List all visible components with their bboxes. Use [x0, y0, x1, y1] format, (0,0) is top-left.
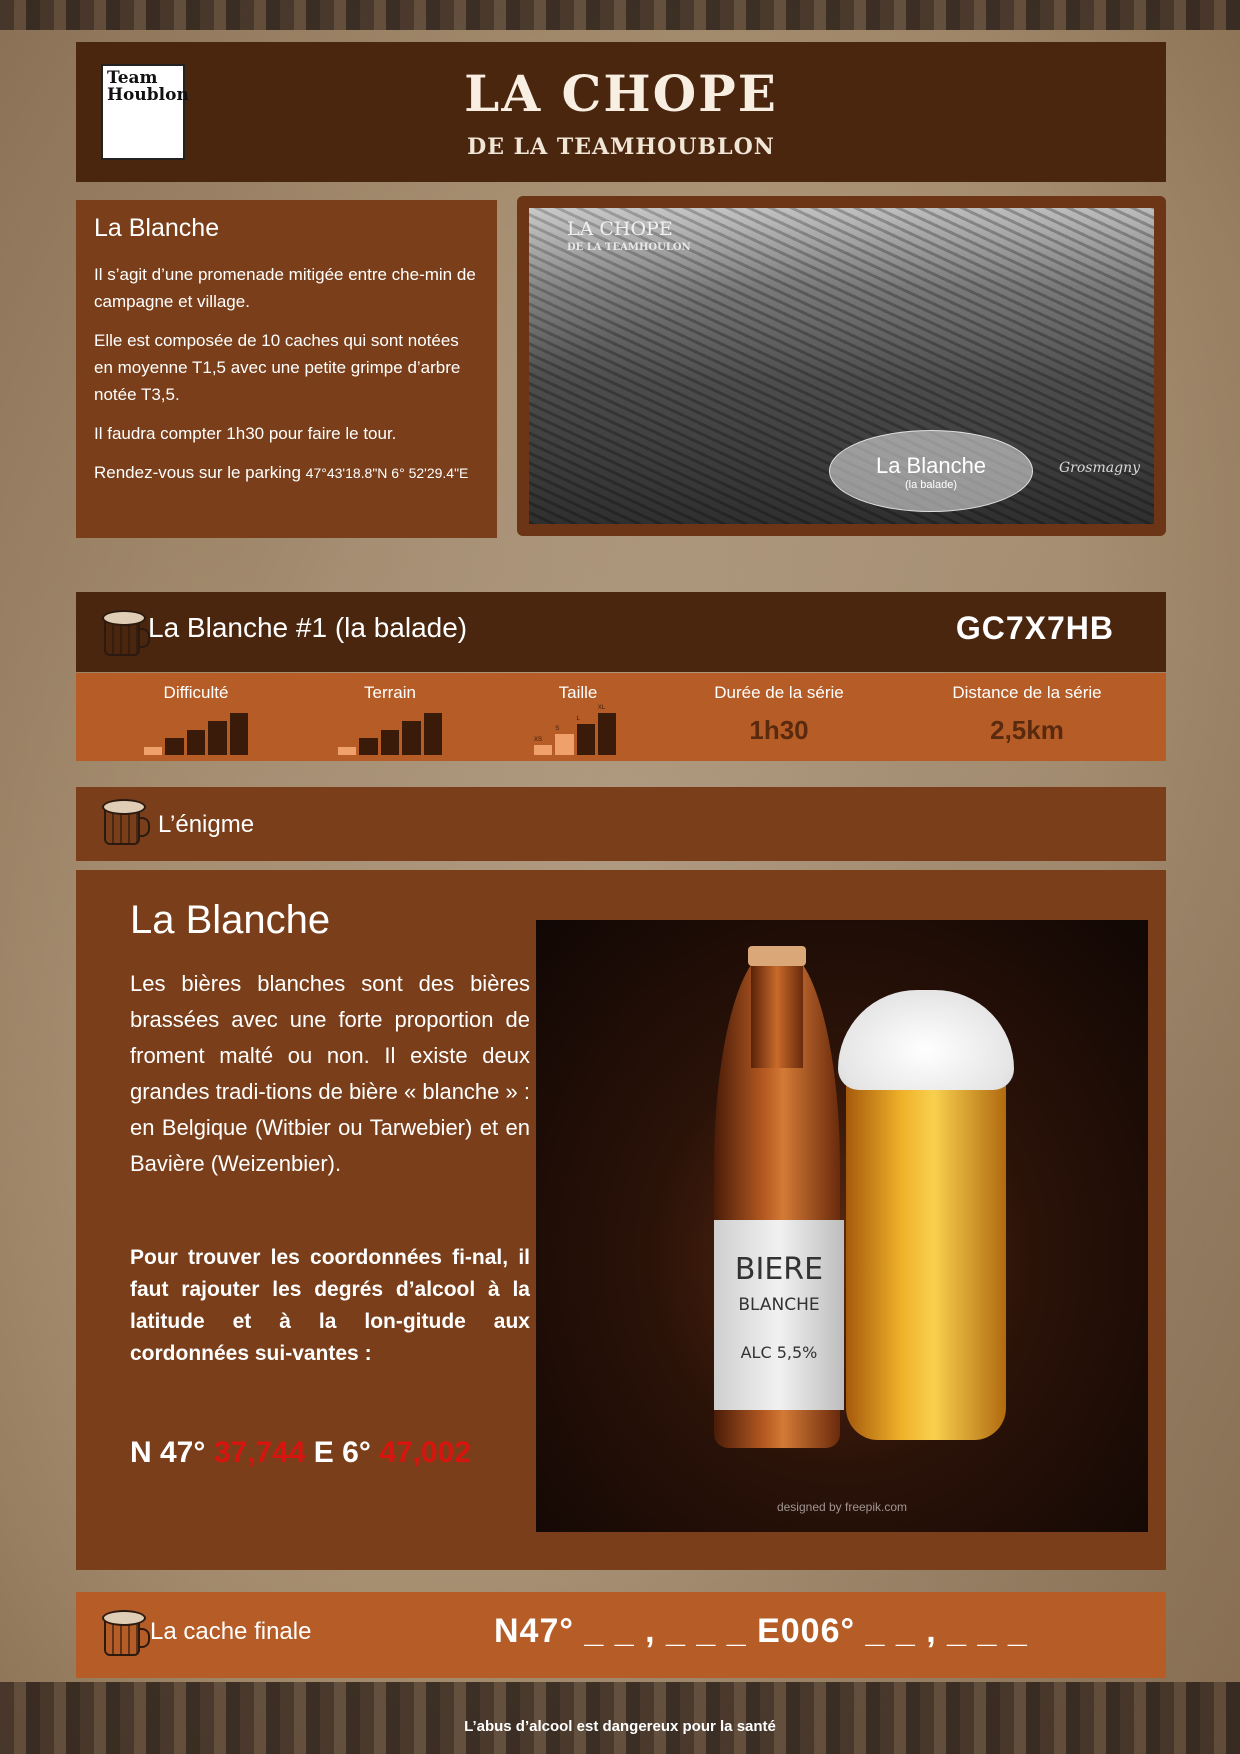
oval-title: La Blanche [875, 453, 987, 478]
rating-step [402, 721, 420, 755]
landscape-photo-frame [517, 196, 1166, 536]
enigma-label: L’énigme [158, 811, 255, 838]
duration-label: Durée de la série [714, 683, 844, 702]
rating-step [424, 713, 442, 755]
rating-step [187, 730, 205, 755]
enigma-coordinates [130, 1436, 471, 1470]
rating-step [165, 738, 183, 755]
rating-step [598, 713, 616, 755]
rating-step [381, 730, 399, 755]
intro-paragraph-4 [94, 459, 479, 487]
intro-paragraph-2: Elle est composée de 10 caches qui sont notées en moyenne T1,5 avec une petite grimpe d’arbre notée T3,5. [94, 331, 461, 404]
meeting-point-coords: 47°43'18.8"N 6° 52'29.4"E [305, 465, 469, 481]
stats-bar [76, 673, 1166, 761]
page-subtitle: DE LA TEAMHOUBLON [467, 134, 775, 160]
beer-foam [838, 990, 1014, 1090]
photo-title: LA CHOPE [567, 218, 673, 240]
beer-mug-icon [104, 805, 140, 845]
lon-value: 47,002 [379, 1436, 471, 1469]
health-warning: L’abus d’alcool est dangereux pour la santé [464, 1718, 776, 1735]
beer-mug-icon [104, 1616, 140, 1656]
oval-subtitle: (la balade) [905, 479, 957, 491]
enigma-instructions: Pour trouver les coordonnées fi-nal, il faut rajouter les degrés d’alcool à la latitude et à la lon-gitude aux cordonnées sui-vantes : [130, 1246, 530, 1365]
bottle-label-line-2: BLANCHE [738, 1295, 820, 1315]
duration-value: 1h30 [749, 715, 809, 745]
photo-place-name: Grosmagny [1059, 460, 1140, 476]
intro-title: La Blanche [94, 214, 220, 242]
terrain-label: Terrain [364, 683, 416, 702]
beer-mug-icon [104, 616, 140, 656]
cache-title-bar [76, 592, 1166, 672]
cache-code: GC7X7HB [955, 610, 1114, 646]
beer-photo [536, 920, 1148, 1532]
size-letter: XS [534, 736, 543, 743]
size-letter: L [576, 715, 580, 722]
difficulty-rating [144, 713, 248, 755]
size-letter: S [555, 726, 560, 732]
bottle-label [714, 1220, 844, 1410]
duration-stat [674, 683, 884, 746]
bottle-label-line-3: ALC 5,5% [740, 1343, 818, 1362]
cache-title: La Blanche #1 (la balade) [148, 612, 468, 643]
distance-stat [920, 683, 1134, 746]
enigma-paragraph: Les bières blanches sont des bières brassées avec une forte proportion de froment malté ou non. Il existe deux grandes tradi-tions de bière « blanche » : en Belgique (Witbier ou Tarwebier) et en Bavière (Weizenbier). [130, 971, 530, 1176]
size-letter: XL [597, 705, 606, 711]
difficulty-label: Difficulté [163, 683, 229, 702]
rating-step [577, 724, 595, 756]
rating-step [144, 747, 162, 755]
beer-glass [846, 1050, 1006, 1440]
enigma-content [76, 870, 1166, 1570]
header-banner [76, 42, 1166, 182]
rating-step [359, 738, 377, 755]
landscape-photo [529, 208, 1154, 524]
distance-value: 2,5km [990, 715, 1064, 745]
photo-credit: designed by freepik.com [776, 1500, 908, 1514]
logo-text: Team Houblon [107, 68, 189, 105]
rating-step [534, 745, 552, 756]
enigma-title: La Blanche [130, 898, 331, 942]
lat-prefix: N 47° [130, 1436, 214, 1469]
difficulty-stat [126, 683, 266, 703]
intro-panel [76, 200, 497, 538]
decorative-top-border [0, 0, 1240, 30]
final-cache-label: La cache finale [150, 1618, 312, 1645]
intro-paragraph-1: Il s’agit d’une promenade mitigée entre che-min de campagne et village. [94, 265, 476, 311]
lat-value: 37,744 [213, 1436, 306, 1469]
rating-step [555, 734, 573, 755]
enigma-bar [76, 787, 1166, 861]
rating-step [230, 713, 248, 755]
terrain-stat [320, 683, 460, 703]
photo-subtitle: DE LA TEAMHOULON [567, 242, 691, 253]
final-cache-bar [76, 1592, 1166, 1678]
page-title: LA CHOPE [464, 64, 778, 123]
rating-step [208, 721, 226, 755]
bottle-label-line-1: BIERE [734, 1252, 824, 1287]
size-label: Taille [558, 683, 598, 702]
lon-prefix: E 6° [305, 1436, 380, 1469]
size-rating [534, 705, 616, 755]
photo-oval-badge [829, 430, 1033, 512]
distance-label: Distance de la série [952, 683, 1102, 702]
terrain-rating [338, 713, 442, 755]
bottle-cap [748, 946, 806, 966]
intro-paragraph-3: Il faudra compter 1h30 pour faire le tour. [94, 424, 397, 443]
final-cache-coords: N47° _ _ , _ _ _ E006° _ _ , _ _ _ [494, 1612, 1028, 1650]
meeting-point-label: Rendez-vous sur le parking [94, 463, 306, 482]
rating-step [338, 747, 356, 755]
bottle-neck [751, 948, 803, 1068]
size-stat [516, 683, 640, 743]
